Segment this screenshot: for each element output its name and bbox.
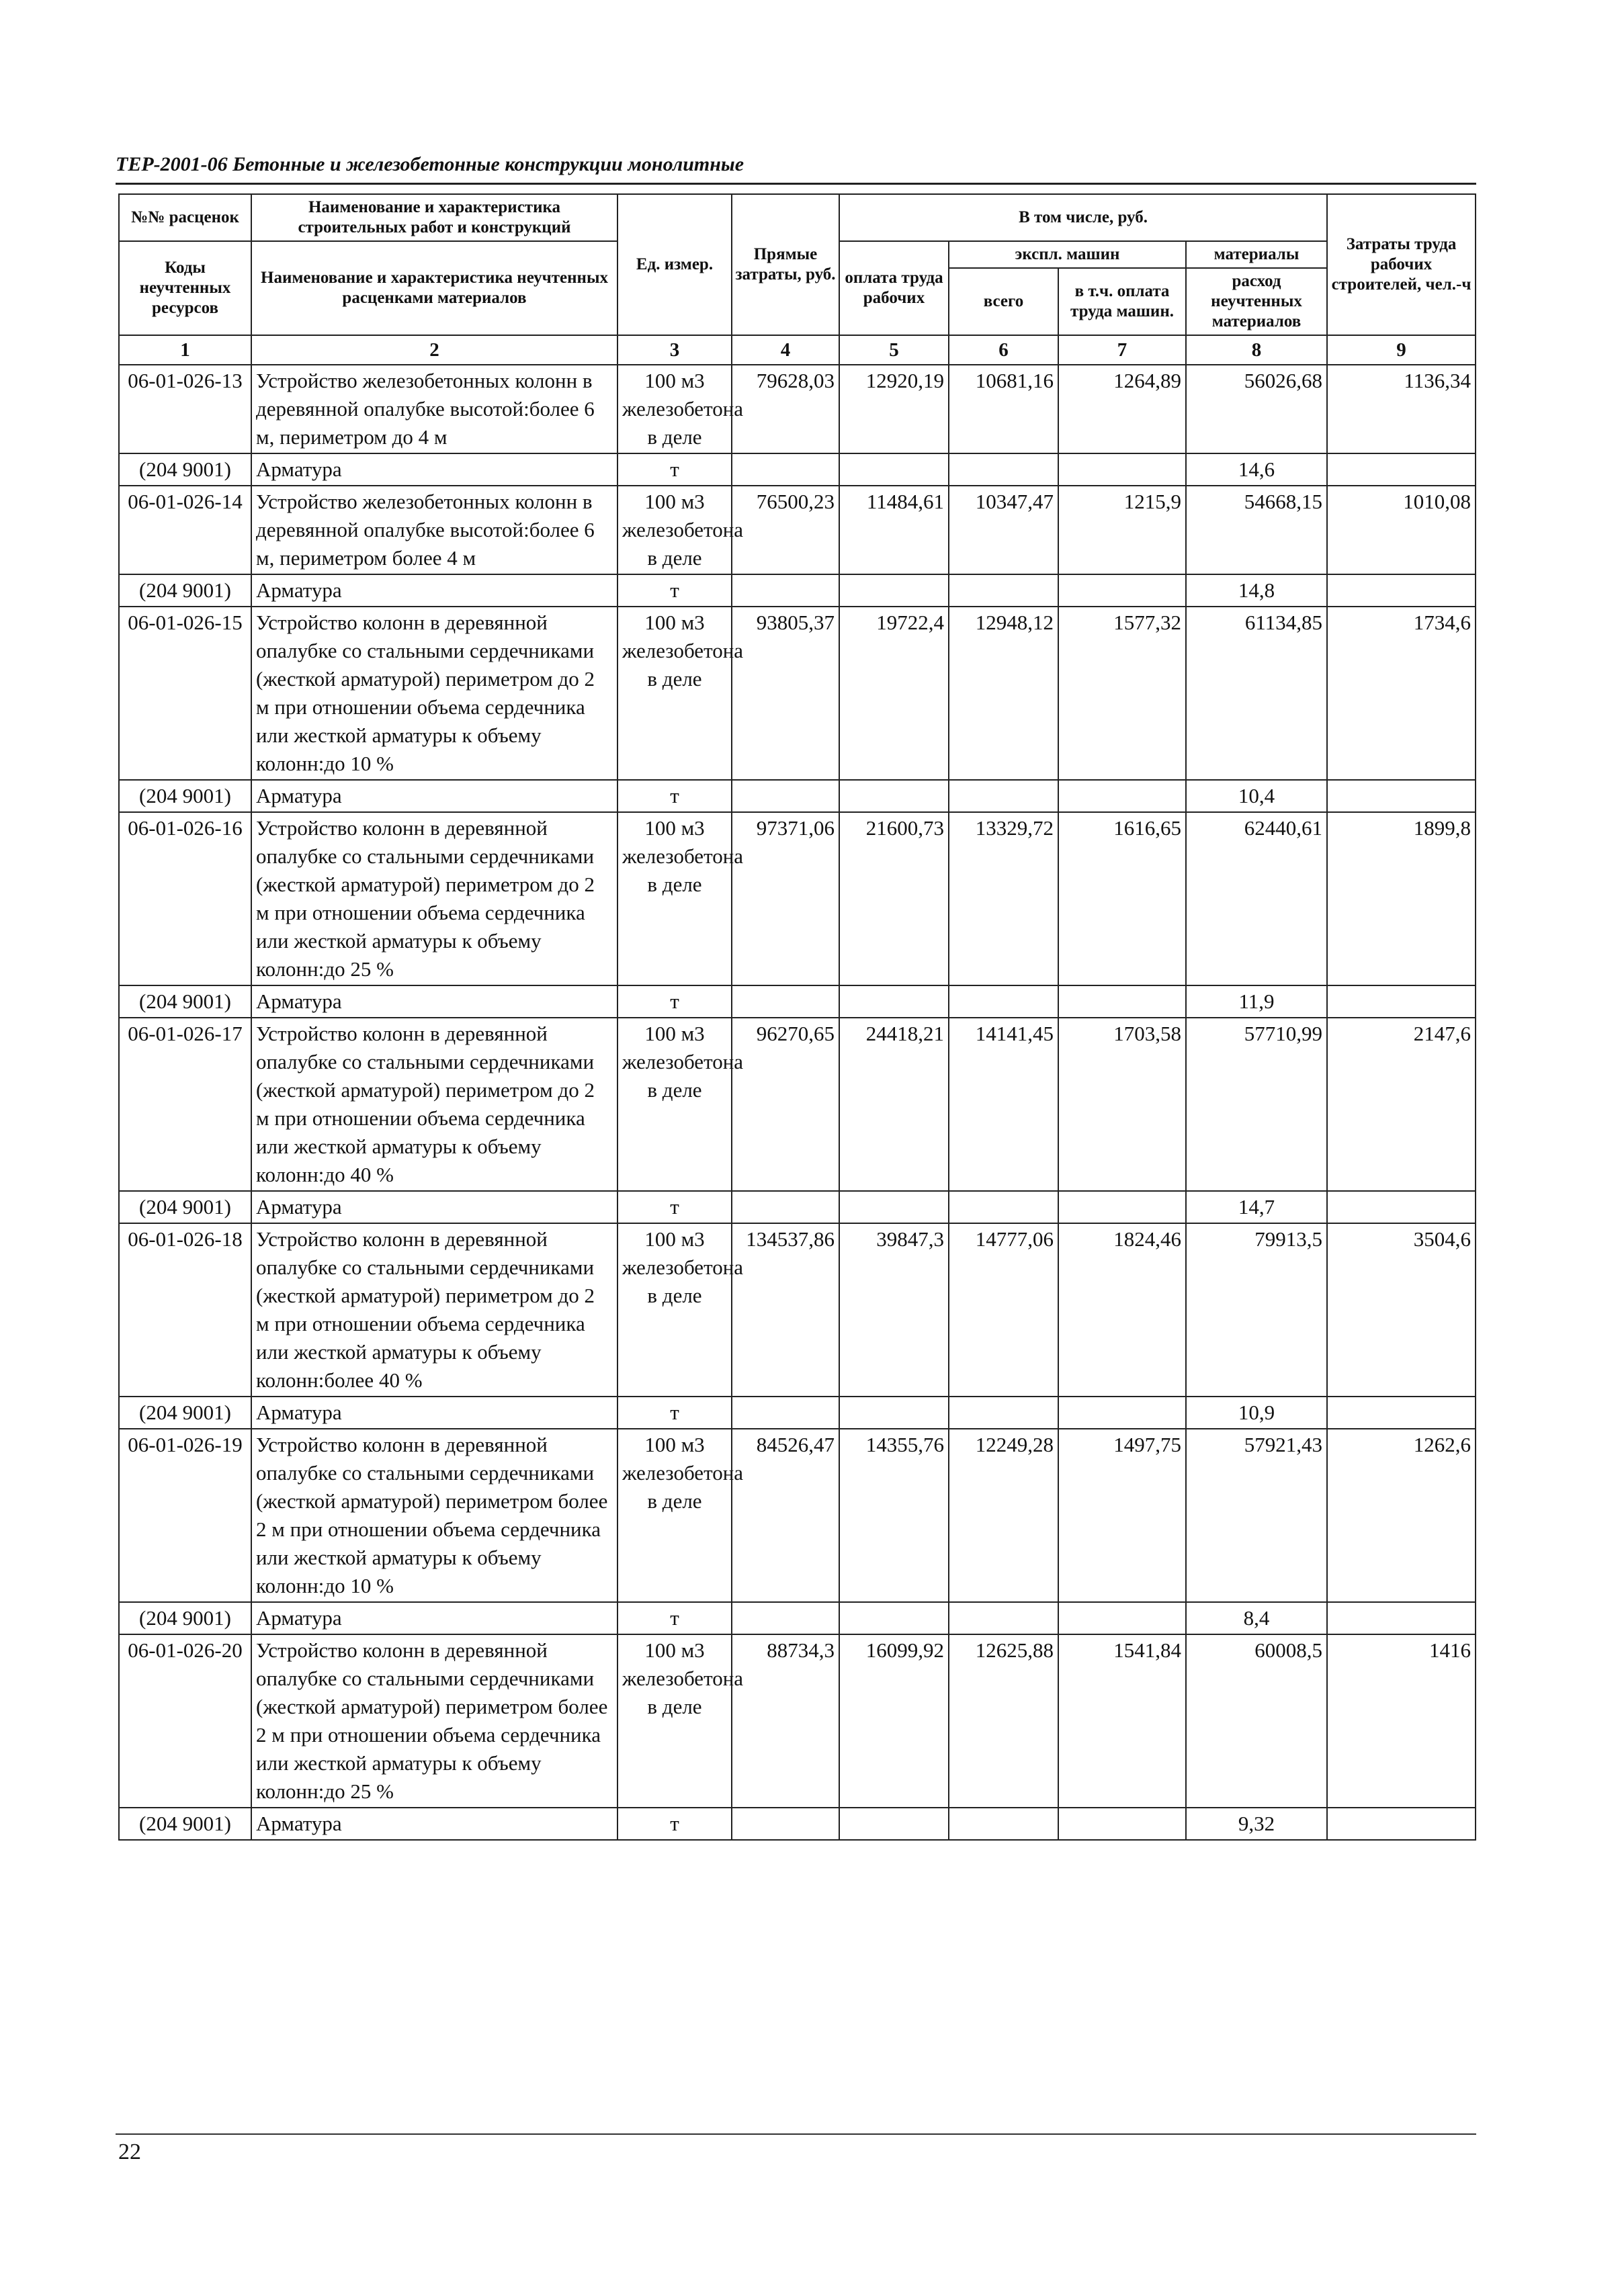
machines-total: 10347,47 — [949, 486, 1058, 574]
resource-name: Арматура — [251, 780, 617, 812]
machines-labor: 1703,58 — [1058, 1018, 1186, 1191]
resource-row — [119, 1191, 1476, 1223]
table-row — [119, 486, 1476, 574]
empty-cell — [1327, 985, 1476, 1018]
machines-labor: 1541,84 — [1058, 1634, 1186, 1808]
rate-code: 06-01-026-18 — [119, 1223, 251, 1397]
labor-hours: 1262,6 — [1327, 1429, 1476, 1602]
machines-total: 12249,28 — [949, 1429, 1058, 1602]
header-code: №№ расценок — [119, 194, 251, 241]
resource-unit: т — [617, 985, 732, 1018]
table-row — [119, 1223, 1476, 1397]
resource-name: Арматура — [251, 453, 617, 486]
resource-quantity: 8,4 — [1186, 1602, 1327, 1634]
resource-row — [119, 1808, 1476, 1840]
header-materials-sub: расход неучтенных материалов — [1186, 268, 1327, 335]
resource-name: Арматура — [251, 1808, 617, 1840]
labor-hours: 1136,34 — [1327, 365, 1476, 453]
direct-cost: 84526,47 — [732, 1429, 839, 1602]
labor-hours: 1734,6 — [1327, 607, 1476, 780]
direct-cost: 97371,06 — [732, 812, 839, 985]
resource-row — [119, 780, 1476, 812]
table-row — [119, 812, 1476, 985]
labor-hours: 1010,08 — [1327, 486, 1476, 574]
empty-cell — [732, 985, 839, 1018]
column-number: 6 — [949, 335, 1058, 365]
resource-unit: т — [617, 1397, 732, 1429]
machines-labor: 1215,9 — [1058, 486, 1186, 574]
labor-pay: 39847,3 — [839, 1223, 949, 1397]
unit: 100 м3 железобетона в деле — [617, 1018, 732, 1191]
resource-row — [119, 1602, 1476, 1634]
unit: 100 м3 железобетона в деле — [617, 1634, 732, 1808]
materials-cost: 60008,5 — [1186, 1634, 1327, 1808]
labor-hours: 1416 — [1327, 1634, 1476, 1808]
empty-cell — [1058, 1191, 1186, 1223]
resource-quantity: 14,7 — [1186, 1191, 1327, 1223]
empty-cell — [839, 1397, 949, 1429]
header-labor: оплата труда рабочих — [839, 241, 949, 335]
empty-cell — [949, 780, 1058, 812]
labor-pay: 11484,61 — [839, 486, 949, 574]
materials-cost: 61134,85 — [1186, 607, 1327, 780]
empty-cell — [732, 1397, 839, 1429]
header-machines-total: всего — [949, 268, 1058, 335]
empty-cell — [732, 453, 839, 486]
work-name: Устройство колонн в деревянной опалубке со стальными сердечниками (жесткой арматурой) периметром более 2 м при отношении объема сердечника или жесткой арматуры к объему колонн:до 25 % — [251, 1634, 617, 1808]
resource-row — [119, 574, 1476, 607]
empty-cell — [839, 453, 949, 486]
column-number: 7 — [1058, 335, 1186, 365]
rate-code: 06-01-026-19 — [119, 1429, 251, 1602]
resource-code: (204 9001) — [119, 1191, 251, 1223]
empty-cell — [1058, 780, 1186, 812]
empty-cell — [1327, 1191, 1476, 1223]
header-group: В том числе, руб. — [839, 194, 1327, 241]
empty-cell — [732, 1602, 839, 1634]
empty-cell — [839, 1808, 949, 1840]
column-number: 1 — [119, 335, 251, 365]
resource-quantity: 14,6 — [1186, 453, 1327, 486]
resource-quantity: 10,9 — [1186, 1397, 1327, 1429]
labor-hours: 3504,6 — [1327, 1223, 1476, 1397]
empty-cell — [1327, 1808, 1476, 1840]
empty-cell — [1058, 1602, 1186, 1634]
empty-cell — [1327, 1602, 1476, 1634]
materials-cost: 62440,61 — [1186, 812, 1327, 985]
resource-code: (204 9001) — [119, 780, 251, 812]
machines-labor: 1577,32 — [1058, 607, 1186, 780]
empty-cell — [949, 985, 1058, 1018]
labor-pay: 21600,73 — [839, 812, 949, 985]
rate-code: 06-01-026-20 — [119, 1634, 251, 1808]
empty-cell — [1327, 1397, 1476, 1429]
column-number: 4 — [732, 335, 839, 365]
empty-cell — [1058, 1808, 1186, 1840]
rate-code: 06-01-026-15 — [119, 607, 251, 780]
machines-total: 14141,45 — [949, 1018, 1058, 1191]
unit: 100 м3 железобетона в деле — [617, 1223, 732, 1397]
machines-labor: 1497,75 — [1058, 1429, 1186, 1602]
unit: 100 м3 железобетона в деле — [617, 607, 732, 780]
direct-cost: 79628,03 — [732, 365, 839, 453]
table-row — [119, 607, 1476, 780]
empty-cell — [1058, 453, 1186, 486]
empty-cell — [732, 1191, 839, 1223]
resource-code: (204 9001) — [119, 574, 251, 607]
direct-cost: 134537,86 — [732, 1223, 839, 1397]
empty-cell — [732, 574, 839, 607]
labor-hours: 1899,8 — [1327, 812, 1476, 985]
header-machines-labor: в т.ч. оплата труда машин. — [1058, 268, 1186, 335]
resource-name: Арматура — [251, 574, 617, 607]
header-direct: Прямые затраты, руб. — [732, 194, 839, 335]
header-hours: Затраты труда рабочих строителей, чел.-ч — [1327, 194, 1476, 335]
column-number: 8 — [1186, 335, 1327, 365]
page-title: ТЕР-2001-06 Бетонные и железобетонные конструкции монолитные — [116, 153, 744, 175]
rate-code: 06-01-026-16 — [119, 812, 251, 985]
work-name: Устройство железобетонных колонн в деревянной опалубке высотой:более 6 м, периметром более 4 м — [251, 486, 617, 574]
empty-cell — [1327, 574, 1476, 607]
empty-cell — [949, 1191, 1058, 1223]
machines-labor: 1264,89 — [1058, 365, 1186, 453]
unit: 100 м3 железобетона в деле — [617, 812, 732, 985]
machines-total: 14777,06 — [949, 1223, 1058, 1397]
empty-cell — [949, 1397, 1058, 1429]
work-name: Устройство железобетонных колонн в деревянной опалубке высотой:более 6 м, периметром до 4 м — [251, 365, 617, 453]
title-rule — [116, 183, 1476, 185]
work-name: Устройство колонн в деревянной опалубке со стальными сердечниками (жесткой арматурой) периметром более 2 м при отношении объема сердечника или жесткой арматуры к объему колонн:до 10 % — [251, 1429, 617, 1602]
resource-code: (204 9001) — [119, 1397, 251, 1429]
empty-cell — [839, 1602, 949, 1634]
header-materials: материалы — [1186, 241, 1327, 268]
direct-cost: 88734,3 — [732, 1634, 839, 1808]
header-row-1 — [119, 194, 1476, 241]
empty-cell — [839, 1191, 949, 1223]
table-row — [119, 1429, 1476, 1602]
unit: 100 м3 железобетона в деле — [617, 486, 732, 574]
header-res-name: Наименование и характеристика неучтенных расценками материалов — [251, 241, 617, 335]
header-unit: Ед. измер. — [617, 194, 732, 335]
resource-quantity: 14,8 — [1186, 574, 1327, 607]
labor-pay: 16099,92 — [839, 1634, 949, 1808]
labor-pay: 24418,21 — [839, 1018, 949, 1191]
empty-cell — [949, 574, 1058, 607]
unit: 100 м3 железобетона в деле — [617, 365, 732, 453]
machines-total: 10681,16 — [949, 365, 1058, 453]
resource-name: Арматура — [251, 1602, 617, 1634]
column-number: 5 — [839, 335, 949, 365]
column-number: 2 — [251, 335, 617, 365]
header-res-code: Коды неучтенных ресурсов — [119, 241, 251, 335]
materials-cost: 79913,5 — [1186, 1223, 1327, 1397]
direct-cost: 96270,65 — [732, 1018, 839, 1191]
column-number: 3 — [617, 335, 732, 365]
work-name: Устройство колонн в деревянной опалубке со стальными сердечниками (жесткой арматурой) периметром до 2 м при отношении объема сердечника или жесткой арматуры к объему колонн:более 40 % — [251, 1223, 617, 1397]
labor-pay: 14355,76 — [839, 1429, 949, 1602]
empty-cell — [839, 574, 949, 607]
resource-unit: т — [617, 453, 732, 486]
column-number: 9 — [1327, 335, 1476, 365]
resource-quantity: 10,4 — [1186, 780, 1327, 812]
table-row — [119, 365, 1476, 453]
column-numbers-row — [119, 335, 1476, 365]
machines-labor: 1616,65 — [1058, 812, 1186, 985]
work-name: Устройство колонн в деревянной опалубке со стальными сердечниками (жесткой арматурой) периметром до 2 м при отношении объема сердечника или жесткой арматуры к объему колонн:до 10 % — [251, 607, 617, 780]
rate-code: 06-01-026-14 — [119, 486, 251, 574]
resource-unit: т — [617, 1808, 732, 1840]
resource-name: Арматура — [251, 1191, 617, 1223]
table-row — [119, 1018, 1476, 1191]
work-name: Устройство колонн в деревянной опалубке со стальными сердечниками (жесткой арматурой) периметром до 2 м при отношении объема сердечника или жесткой арматуры к объему колонн:до 40 % — [251, 1018, 617, 1191]
header-name: Наименование и характеристика строительных работ и конструкций — [251, 194, 617, 241]
labor-pay: 19722,4 — [839, 607, 949, 780]
machines-total: 12625,88 — [949, 1634, 1058, 1808]
resource-row — [119, 453, 1476, 486]
materials-cost: 57921,43 — [1186, 1429, 1327, 1602]
empty-cell — [949, 453, 1058, 486]
resource-row — [119, 1397, 1476, 1429]
table-row — [119, 1634, 1476, 1808]
resource-code: (204 9001) — [119, 453, 251, 486]
machines-total: 12948,12 — [949, 607, 1058, 780]
resource-unit: т — [617, 1602, 732, 1634]
empty-cell — [949, 1602, 1058, 1634]
materials-cost: 56026,68 — [1186, 365, 1327, 453]
direct-cost: 76500,23 — [732, 486, 839, 574]
empty-cell — [732, 780, 839, 812]
header-machines: экспл. машин — [949, 241, 1186, 268]
direct-cost: 93805,37 — [732, 607, 839, 780]
rates-table — [118, 193, 1476, 1841]
unit: 100 м3 железобетона в деле — [617, 1429, 732, 1602]
resource-name: Арматура — [251, 985, 617, 1018]
empty-cell — [732, 1808, 839, 1840]
empty-cell — [1058, 574, 1186, 607]
labor-pay: 12920,19 — [839, 365, 949, 453]
resource-code: (204 9001) — [119, 985, 251, 1018]
empty-cell — [839, 780, 949, 812]
resource-row — [119, 985, 1476, 1018]
resource-unit: т — [617, 780, 732, 812]
empty-cell — [1327, 780, 1476, 812]
resource-quantity: 11,9 — [1186, 985, 1327, 1018]
empty-cell — [839, 985, 949, 1018]
labor-hours: 2147,6 — [1327, 1018, 1476, 1191]
machines-total: 13329,72 — [949, 812, 1058, 985]
resource-code: (204 9001) — [119, 1808, 251, 1840]
resource-unit: т — [617, 574, 732, 607]
rate-code: 06-01-026-17 — [119, 1018, 251, 1191]
page-number: 22 — [118, 2139, 141, 2164]
materials-cost: 54668,15 — [1186, 486, 1327, 574]
resource-name: Арматура — [251, 1397, 617, 1429]
empty-cell — [949, 1808, 1058, 1840]
empty-cell — [1327, 453, 1476, 486]
empty-cell — [1058, 1397, 1186, 1429]
materials-cost: 57710,99 — [1186, 1018, 1327, 1191]
footer-rule — [116, 2133, 1476, 2135]
resource-code: (204 9001) — [119, 1602, 251, 1634]
machines-labor: 1824,46 — [1058, 1223, 1186, 1397]
resource-unit: т — [617, 1191, 732, 1223]
empty-cell — [1058, 985, 1186, 1018]
rate-code: 06-01-026-13 — [119, 365, 251, 453]
resource-quantity: 9,32 — [1186, 1808, 1327, 1840]
work-name: Устройство колонн в деревянной опалубке со стальными сердечниками (жесткой арматурой) периметром до 2 м при отношении объема сердечника или жесткой арматуры к объему колонн:до 25 % — [251, 812, 617, 985]
